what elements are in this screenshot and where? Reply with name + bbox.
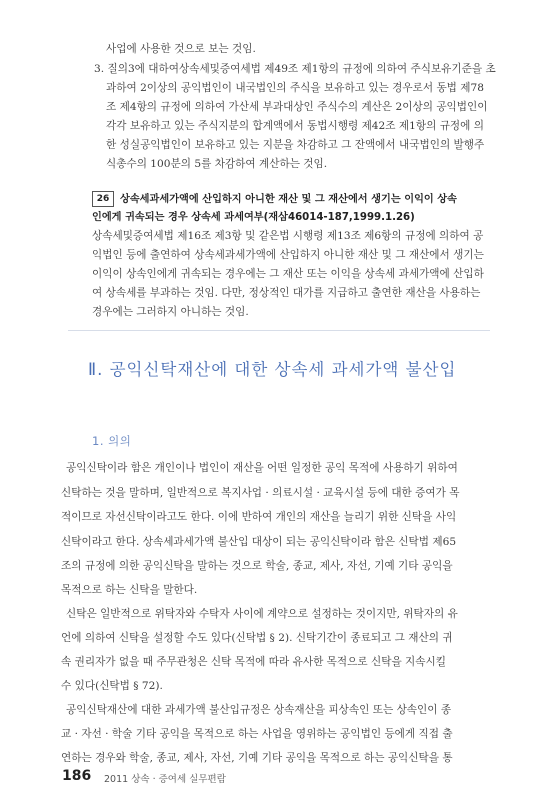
body-line: 공익신탁이라 함은 개인이나 법인이 재산을 어떤 일정한 공익 목적에 사용하기 위하여 [66,462,458,474]
body-line: 연하는 경우와 학술, 종교, 제사, 자선, 기예 기타 공익을 목적으로 하는 공익신탁을 통 [61,752,453,764]
body-line: 공익신탁재산에 대한 과세가액 불산입규정은 상속재산을 피상속인 또는 상속인이 종 [66,704,452,716]
text-line: 사업에 사용한 것으로 보는 것임. [106,43,256,55]
case-body-line: 여 상속세를 부과하는 것임. 다만, 정상적인 대가를 지급하고 출연한 재산을 사용하는 [92,287,481,299]
body-line: 신탁하는 것을 말하며, 일반적으로 복지사업 · 의료시설 · 교육시설 등에 대한 증여가 목 [61,487,460,499]
body-line: 수 있다(신탁법 § 72). [61,680,163,692]
footer-title: 2011 상속 · 증여세 실무편람 [104,774,226,785]
text-line: 식총수의 100분의 5를 차감하여 계산하는 것임. [106,158,328,170]
case-title-text: 상속세과세가액에 산입하지 아니한 재산 및 그 재산에서 생기는 이익이 상속 [120,194,457,205]
case-title-line-1 [92,191,457,207]
text-line: 한 성실공익법인이 보유하고 있는 지분을 차감하고 그 잔액에서 내국법인의 발행주 [106,139,485,151]
case-number-badge: 26 [92,191,114,207]
body-line: 속 권리자가 없을 때 주무관청은 신탁 목적에 따라 유사한 목적으로 신탁을 지속시킬 [61,656,446,668]
section-divider [68,330,490,331]
case-body-line: 익법인 등에 출연하여 상속세과세가액에 산입하지 아니한 재산 및 그 재산에서 생기는 [92,249,484,261]
body-line: 언에 의하여 신탁을 설정할 수도 있다(신탁법 § 2). 신탁기간이 종료되고 그 재산의 귀 [61,632,453,644]
text-line: 각각 보유하고 있는 주식지분의 합계액에서 동법시행령 제42조 제1항의 규정에 의 [106,120,484,132]
body-line: 신탁이라고 한다. 상속세과세가액 불산입 대상이 되는 공익신탁이라 함은 신탁법 제65 [61,536,457,548]
text-line: 3. 질의3에 대하여상속세및증여세법 제49조 제1항의 규정에 의하여 주식보유기준을 초 [94,63,496,75]
body-line: 교 · 자선 · 학술 기타 공익을 목적으로 하는 사업을 영위하는 공익법인 등에게 직접 출 [61,728,453,740]
case-title-line-2: 인에게 귀속되는 경우 상속세 과세여부(재삼46014-187,1999.1.26) [92,212,415,223]
page-number: 186 [62,768,92,784]
text-line: 조 제4항의 규정에 의하여 가산세 부과대상인 주식수의 계산은 2이상의 공익법인이 [106,101,488,113]
body-line: 조의 규정에 의한 공익신탁을 말하는 것으로 학술, 종교, 제사, 자선, 기예 기타 공익을 [61,560,453,572]
case-body-line: 경우에는 그러하지 아니하는 것임. [92,306,249,318]
body-line: 신탁은 일반적으로 위탁자와 수탁자 사이에 계약으로 설정하는 것이지만, 위탁자의 유 [66,608,458,620]
body-line: 적이므로 자선신탁이라고도 한다. 이에 반하여 개인의 재산을 늘리기 위한 신탁을 사익 [61,511,457,523]
section-title: Ⅱ. 공익신탁재산에 대한 상속세 과세가액 불산입 [88,360,457,379]
text-line: 과하여 2이상의 공익법인이 내국법인의 주식을 보유하고 있는 경우로서 동법 제78 [106,82,484,94]
body-line: 목적으로 하는 신탁을 말한다. [61,584,198,596]
case-body-line: 이익이 상속인에게 귀속되는 경우에는 그 재산 또는 이익을 상속세 과세가액에 산입하 [92,268,484,280]
subsection-title: 1. 의의 [92,434,132,448]
case-body-line: 상속세및증여세법 제16조 제3항 및 같은법 시행령 제13조 제6항의 규정에 의하여 공 [92,230,484,242]
